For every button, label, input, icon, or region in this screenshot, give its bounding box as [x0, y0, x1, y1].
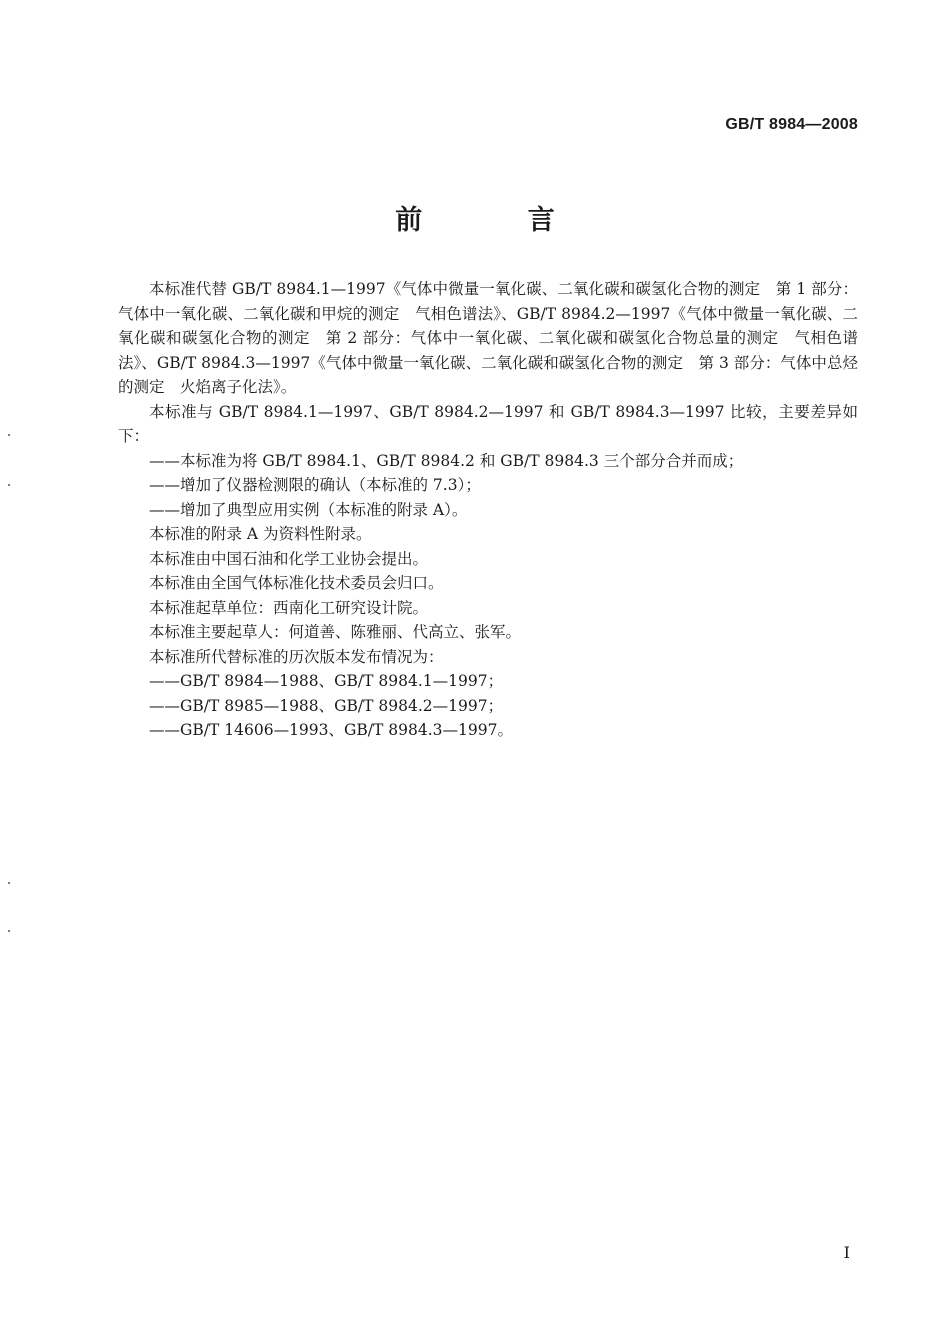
scan-speck: [8, 484, 10, 486]
scan-speck: [8, 434, 10, 436]
drafting-unit-paragraph: 本标准起草单位：西南化工研究设计院。: [149, 598, 429, 617]
history-item: ——GB/T 8984—1988、GB/T 8984.1—1997；: [149, 672, 504, 690]
foreword-body: [118, 277, 858, 743]
difference-item: ——本标准为将 GB/T 8984.1、GB/T 8984.2 和 GB/T 8984.3 三个部分合并而成；: [149, 451, 744, 470]
drafters-paragraph: 本标准主要起草人：何道善、陈雅丽、代高立、张军。: [149, 623, 522, 641]
committee-paragraph: 本标准由全国气体标准化技术委员会归口。: [149, 574, 444, 592]
standard-code: GB/T 8984—2008: [725, 116, 858, 133]
history-item: ——GB/T 8985—1988、GB/T 8984.2—1997；: [149, 696, 504, 715]
page-number: I: [843, 1243, 850, 1262]
proposer-paragraph: 本标准由中国石油和化学工业协会提出。: [149, 549, 429, 568]
history-paragraph: 本标准所代替标准的历次版本发布情况为：: [149, 647, 444, 666]
history-item: ——GB/T 14606—1993、GB/T 8984.3—1997。: [149, 721, 513, 739]
page-title: 前 言: [395, 205, 603, 236]
scan-speck: [8, 882, 10, 884]
difference-item: ——增加了仪器检测限的确认（本标准的 7.3）；: [149, 476, 481, 494]
difference-item: ——增加了典型应用实例（本标准的附录 A）。: [149, 500, 468, 519]
scan-speck: [8, 930, 10, 932]
replacement-paragraph: 本标准代替 GB/T 8984.1—1997《气体中微量一氧化碳、二氧化碳和碳氢化合物的测定 第 1 部分：气体中一氧化碳、二氧化碳和甲烷的测定 气相色谱法》、GB/T 8984.2—1997《气体中微量一氧化碳、二氧化碳和碳氢化合物的测定 第 2 部分：气体中一氧化碳、二氧化碳和碳氢化合物总量的测定 气相色谱法》、GB/T 8984.3—1997《气体中微量一氧化碳、二氧化碳和碳氢化合物的测定 第 3 部分：气体中总烃的测定 火焰离子化法》。: [118, 280, 858, 396]
appendix-paragraph: 本标准的附录 A 为资料性附录。: [149, 525, 372, 543]
comparison-paragraph: 本标准与 GB/T 8984.1—1997、GB/T 8984.2—1997 和 GB/T 8984.3—1997 比较，主要差异如下：: [118, 402, 858, 445]
